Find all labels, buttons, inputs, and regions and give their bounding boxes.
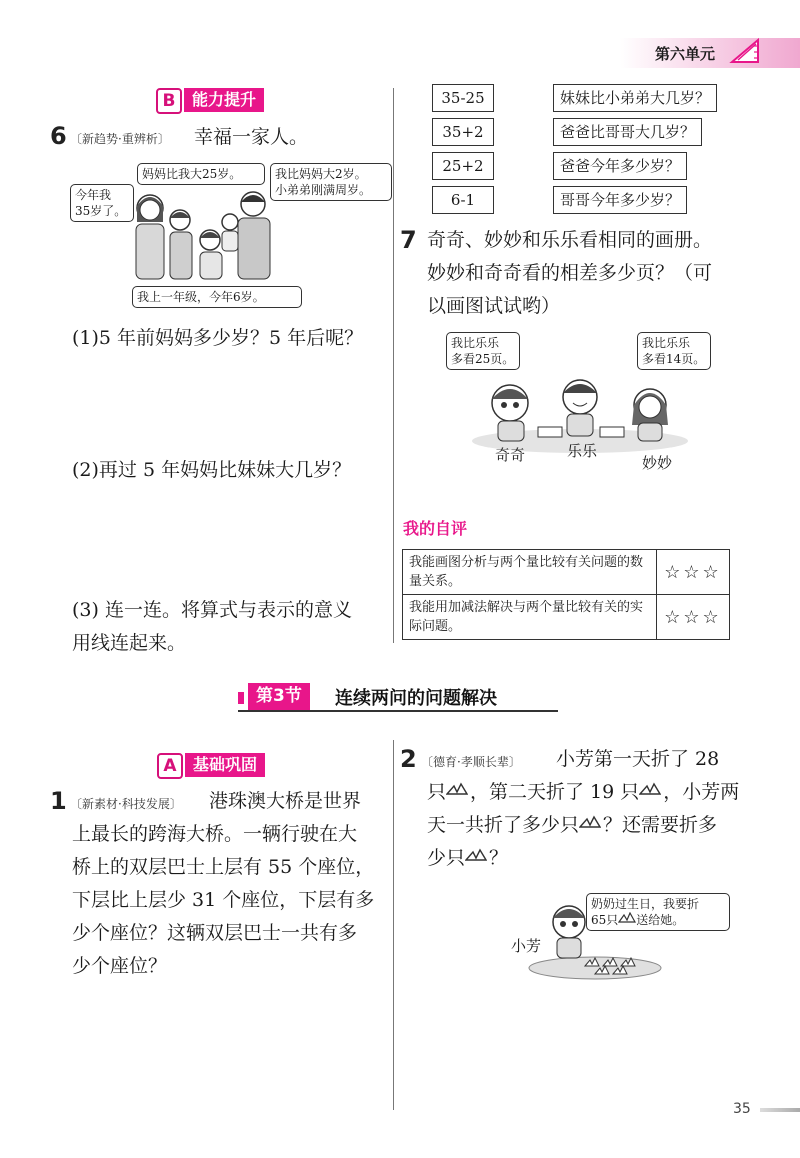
paper-crane-icon xyxy=(579,809,603,842)
section-marker xyxy=(238,692,244,704)
speech-bubble-bottom: 我上一年级，今年6岁。 xyxy=(132,286,302,308)
q2-text: ，小芳两 xyxy=(663,781,740,803)
q2-text: ？ xyxy=(489,847,509,869)
section-underline xyxy=(238,710,558,712)
meaning-box[interactable]: 妹妹比小弟弟大几岁？ xyxy=(553,84,717,112)
question-7-line-1: 奇奇、妙妙和乐乐看相同的画册。 xyxy=(427,229,713,251)
self-eval-text: 我能画图分析与两个量比较有关问题的数量关系。 xyxy=(403,550,657,595)
self-eval-text: 我能用加减法解决与两个量比较有关的实际问题。 xyxy=(403,595,657,640)
name-miaomiao: 妙妙 xyxy=(642,454,673,472)
question-number-1: 1 xyxy=(50,787,67,815)
question-number-7: 7 xyxy=(400,226,417,254)
question-source-1: 〔新素材·科技发展〕 xyxy=(70,797,182,811)
question-1-line: 桥上的双层巴士上层有 55 个座位， xyxy=(72,856,375,878)
q2-text: ，第二天折了 19 只 xyxy=(470,781,640,803)
section-letter-a: A xyxy=(157,753,183,779)
question-6-part-1: (1)5 年前妈妈多少岁？5 年后呢？ xyxy=(72,327,364,349)
question-1-line: 少个座位？这辆双层巴士一共有多 xyxy=(72,922,358,944)
girl-with-cranes-illustration xyxy=(525,900,665,982)
name-lele: 乐乐 xyxy=(567,442,598,460)
q2-text: 少只 xyxy=(427,847,466,869)
q2-text: 天一共折了多少只 xyxy=(427,814,580,836)
formula-box[interactable]: 25+2 xyxy=(432,152,494,180)
section-label-b: 能力提升 xyxy=(184,88,264,112)
star-rating[interactable]: ☆☆☆ xyxy=(657,550,730,595)
formula-box[interactable]: 35-25 xyxy=(432,84,494,112)
question-2-line-2 xyxy=(427,776,739,809)
question-6-part-3-line-2: 用线连起来。 xyxy=(72,632,187,654)
speech-bubble-sister: 妈妈比我大25岁。 xyxy=(137,163,265,185)
meaning-box[interactable]: 爸爸比哥哥大几岁？ xyxy=(553,118,702,146)
question-1-line: 上最长的跨海大桥。一辆行驶在大 xyxy=(72,823,358,845)
self-eval-table xyxy=(402,549,730,640)
question-6-part-3-line-1: (3) 连一连。将算式与表示的意义 xyxy=(72,599,352,621)
ruler-icon xyxy=(728,36,768,66)
question-1-line: 少个座位？ xyxy=(72,955,168,977)
question-number-6: 6 xyxy=(50,122,67,150)
section-label-a: 基础巩固 xyxy=(185,753,265,777)
question-source-2: 〔德育·孝顺长辈〕 xyxy=(421,755,521,769)
question-2-line-3 xyxy=(427,809,717,842)
name-xiaofang: 小芳 xyxy=(511,937,542,955)
question-2-line-1: 小芳第一天折了 28 xyxy=(556,748,720,770)
bubble-text: 65只 xyxy=(591,913,619,927)
page-bar xyxy=(760,1108,800,1112)
question-number-2: 2 xyxy=(400,745,417,773)
question-2-line-4 xyxy=(427,842,508,875)
question-source-6: 〔新趋势·重辨析〕 xyxy=(70,132,170,146)
question-6-part-2: (2)再过 5 年妈妈比妹妹大几岁？ xyxy=(72,459,352,481)
bubble-line: 奶奶过生日，我要折 xyxy=(591,897,700,911)
question-1-line: 下层比上层少 31 个座位，下层有多 xyxy=(72,889,375,911)
formula-box[interactable]: 6-1 xyxy=(432,186,494,214)
meaning-box[interactable]: 哥哥今年多少岁？ xyxy=(553,186,687,214)
speech-bubble-miaomiao: 我比乐乐 多看14页。 xyxy=(637,332,711,370)
self-eval-title: 我的自评 xyxy=(403,519,468,538)
question-7-line-2: 妙妙和奇奇看的相差多少页？（可 xyxy=(427,262,713,284)
speech-bubble-brother: 我比妈妈大2岁。 小弟弟刚满周岁。 xyxy=(270,163,392,201)
self-eval-row xyxy=(403,595,730,640)
question-title-6: 幸福一家人。 xyxy=(194,126,309,148)
unit-title: 第六单元 xyxy=(655,45,716,63)
section-letter-b: B xyxy=(156,88,182,114)
speech-bubble-qiqi: 我比乐乐 多看25页。 xyxy=(446,332,520,370)
star-rating[interactable]: ☆☆☆ xyxy=(657,595,730,640)
speech-bubble-mom: 今年我 35岁了。 xyxy=(70,184,134,222)
column-divider-lower xyxy=(393,740,394,1110)
bubble-text: 送给她。 xyxy=(636,913,685,927)
self-eval-row xyxy=(403,550,730,595)
paper-crane-icon xyxy=(446,776,470,809)
question-7-line-3: 以画图试试哟） xyxy=(427,295,561,317)
page-number: 35 xyxy=(733,1101,751,1117)
meaning-box[interactable]: 爸爸今年多少岁？ xyxy=(553,152,687,180)
section-tag: 第3节 xyxy=(248,683,310,710)
q2-text: ？还需要折多 xyxy=(603,814,718,836)
q2-text: 只 xyxy=(427,781,447,803)
family-illustration xyxy=(118,182,288,282)
name-qiqi: 奇奇 xyxy=(495,446,526,464)
column-divider xyxy=(393,88,394,643)
section-title: 连续两问的问题解决 xyxy=(335,688,497,709)
question-1-line-1: 港珠澳大桥是世界 xyxy=(209,790,362,812)
paper-crane-icon xyxy=(639,776,663,809)
paper-crane-icon xyxy=(465,842,489,875)
formula-box[interactable]: 35+2 xyxy=(432,118,494,146)
